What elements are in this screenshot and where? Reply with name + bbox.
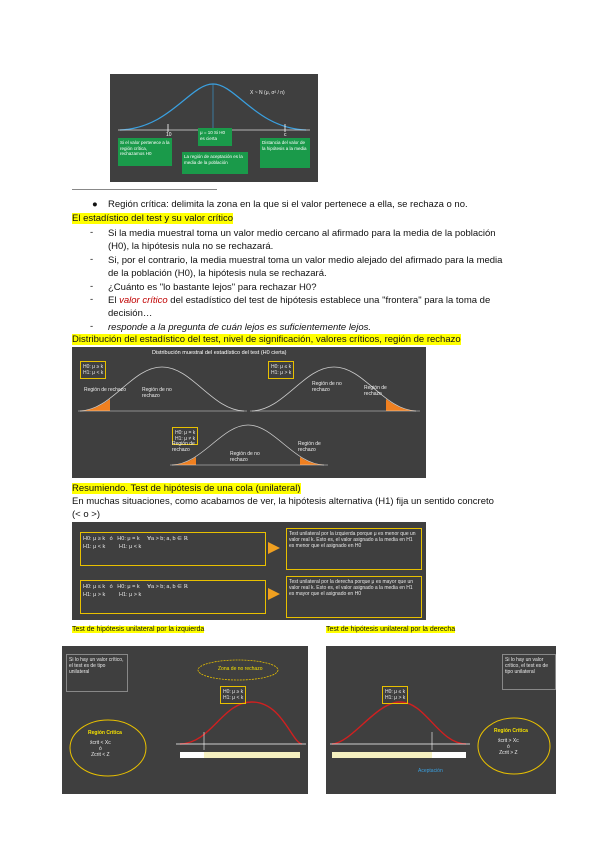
heading-estadistico: El estadístico del test y su valor crítico: [72, 213, 234, 224]
dash-2: -: [90, 254, 94, 265]
right-test-description: Test unilateral por la derecha porque μ es mayor que un valor real k. Esto es, el valor asignado a la media en H1 es mayor que el asignado en H0: [286, 576, 422, 618]
distribution-figure: [72, 347, 426, 478]
right-test-figure: [326, 646, 556, 794]
panel3-reject-right: Región de rechazo: [298, 441, 321, 453]
item-5: responde a la pregunta de cuán lejos es suficientemente lejos.: [108, 322, 372, 333]
panel1-reject-label: Región de rechazo: [84, 387, 126, 393]
region-critica-text: Región crítica: delimita la zona en la que si el valor pertenece a ella, se rechaza o no.: [108, 199, 468, 210]
panel3-reject-left: Región de rechazo: [172, 441, 195, 453]
left-oval-label: Zona de no rechazo: [218, 666, 263, 672]
panel2-reject-label: Región de rechazo: [364, 385, 387, 397]
caption-right: Test de hipótesis unilateral por la derecha: [326, 626, 456, 633]
left-hypothesis-box: H0: μ ≥ k H1: μ < k: [220, 686, 246, 704]
arrow-right-1-icon: [268, 542, 280, 554]
distribution-title: Distribución muestral del estadístico del test (H0 cierta): [152, 350, 287, 356]
right-note: Si lo hay un valor crítico, el test es de tipo unilateral: [502, 654, 556, 690]
region-critica-bullet: ●: [92, 199, 98, 210]
panel3-accept-label: Región de no rechazo: [230, 451, 260, 463]
formula-label: X ~ N (μ, σ² / n): [250, 90, 285, 96]
left-note: Si lo hay un valor crítico, el test es de tipo unilateral: [66, 654, 128, 692]
left-test-formula: H0: μ ≥ k ó H0: μ = k ∀a > b; a, b ∈ ℝ H1: μ < k H1: μ < k: [80, 532, 266, 566]
item-2: Si, por el contrario, la media muestral toma un valor medio alejado del afirmado para la media de la población (H0), la hipótesis nula se rechazará.: [108, 255, 503, 279]
panel3-hypothesis-box: H0: μ = k H1: μ ≠ k: [172, 427, 198, 445]
left-region-body: x̄crit < Xc ó Zcrit < Z: [90, 740, 111, 758]
right-test-formula: H0: μ ≤ k ó H0: μ = k ∀a > b; a, b ∈ ℝ H1: μ > k H1: μ > k: [80, 580, 266, 614]
right-hypothesis-box: H0: μ ≤ k H1: μ > k: [382, 686, 408, 704]
heading-distribucion: Distribución del estadístico del test, nivel de significación, valores críticos, región de rechazo: [72, 334, 461, 345]
item-3: ¿Cuánto es "lo bastante lejos" para rechazar H0?: [108, 282, 317, 293]
right-bottom-label: Aceptación: [418, 768, 443, 774]
panel1-accept-label: Región de no rechazo: [142, 387, 172, 399]
left-test-description: Test unilateral por la izquierda porque μ es menor que un valor real k. Esto es, el valor asignado a la media en H1 es menor que el asignado en H0: [286, 528, 422, 570]
dash-3: -: [90, 281, 94, 292]
green-box-1: Si el valor pertenece a la región crítica, rechazamos H0: [118, 138, 172, 166]
item-1: Si la media muestral toma un valor medio cercano al afirmado para la media de la población (H0), la hipótesis nula no se rechazará.: [108, 228, 496, 252]
right-region-body: x̄crit > Xc ó Zcrit > Z: [498, 738, 519, 756]
caption-left: Test de hipótesis unilateral por la izquierda: [72, 626, 205, 633]
left-region-title: Región Crítica: [88, 730, 122, 736]
para-hipotesis-b: (< o >): [72, 509, 100, 520]
dash-5: -: [90, 321, 94, 332]
separator: ————————————————————————: [72, 186, 216, 193]
axis-left-label: 10: [166, 132, 172, 138]
right-region-title: Región Crítica: [494, 728, 528, 734]
green-box-4: Distancia del valor de la hipótesis a la media: [260, 138, 310, 168]
summary-figure: [72, 522, 426, 620]
arrow-right-2-icon: [268, 588, 280, 600]
item-4: El valor crítico del estadístico del test de hipótesis establece una "frontera" para la toma de decisión…: [108, 295, 491, 319]
dash-4: -: [90, 294, 94, 305]
left-test-figure: [62, 646, 308, 794]
green-box-3: La región de aceptación es la media de la población: [182, 152, 248, 174]
green-box-2: μ = 10 Si H0 es cierta: [198, 128, 232, 146]
panel2-hypothesis-box: H0: μ ≤ k H1: μ > k: [268, 361, 294, 379]
panel2-accept-label: Región de no rechazo: [312, 381, 342, 393]
dash-1: -: [90, 227, 94, 238]
axis-right-label: c: [284, 132, 287, 138]
panel1-hypothesis-box: H0: μ ≥ k H1: μ < k: [80, 361, 106, 379]
top-figure: [110, 74, 318, 182]
heading-resumiendo: Resumiendo. Test de hipótesis de una cola (unilateral): [72, 483, 301, 494]
para-hipotesis: En muchas situaciones, como acabamos de ver, la hipótesis alternativa (H1) fija un sentido concreto: [72, 496, 494, 507]
